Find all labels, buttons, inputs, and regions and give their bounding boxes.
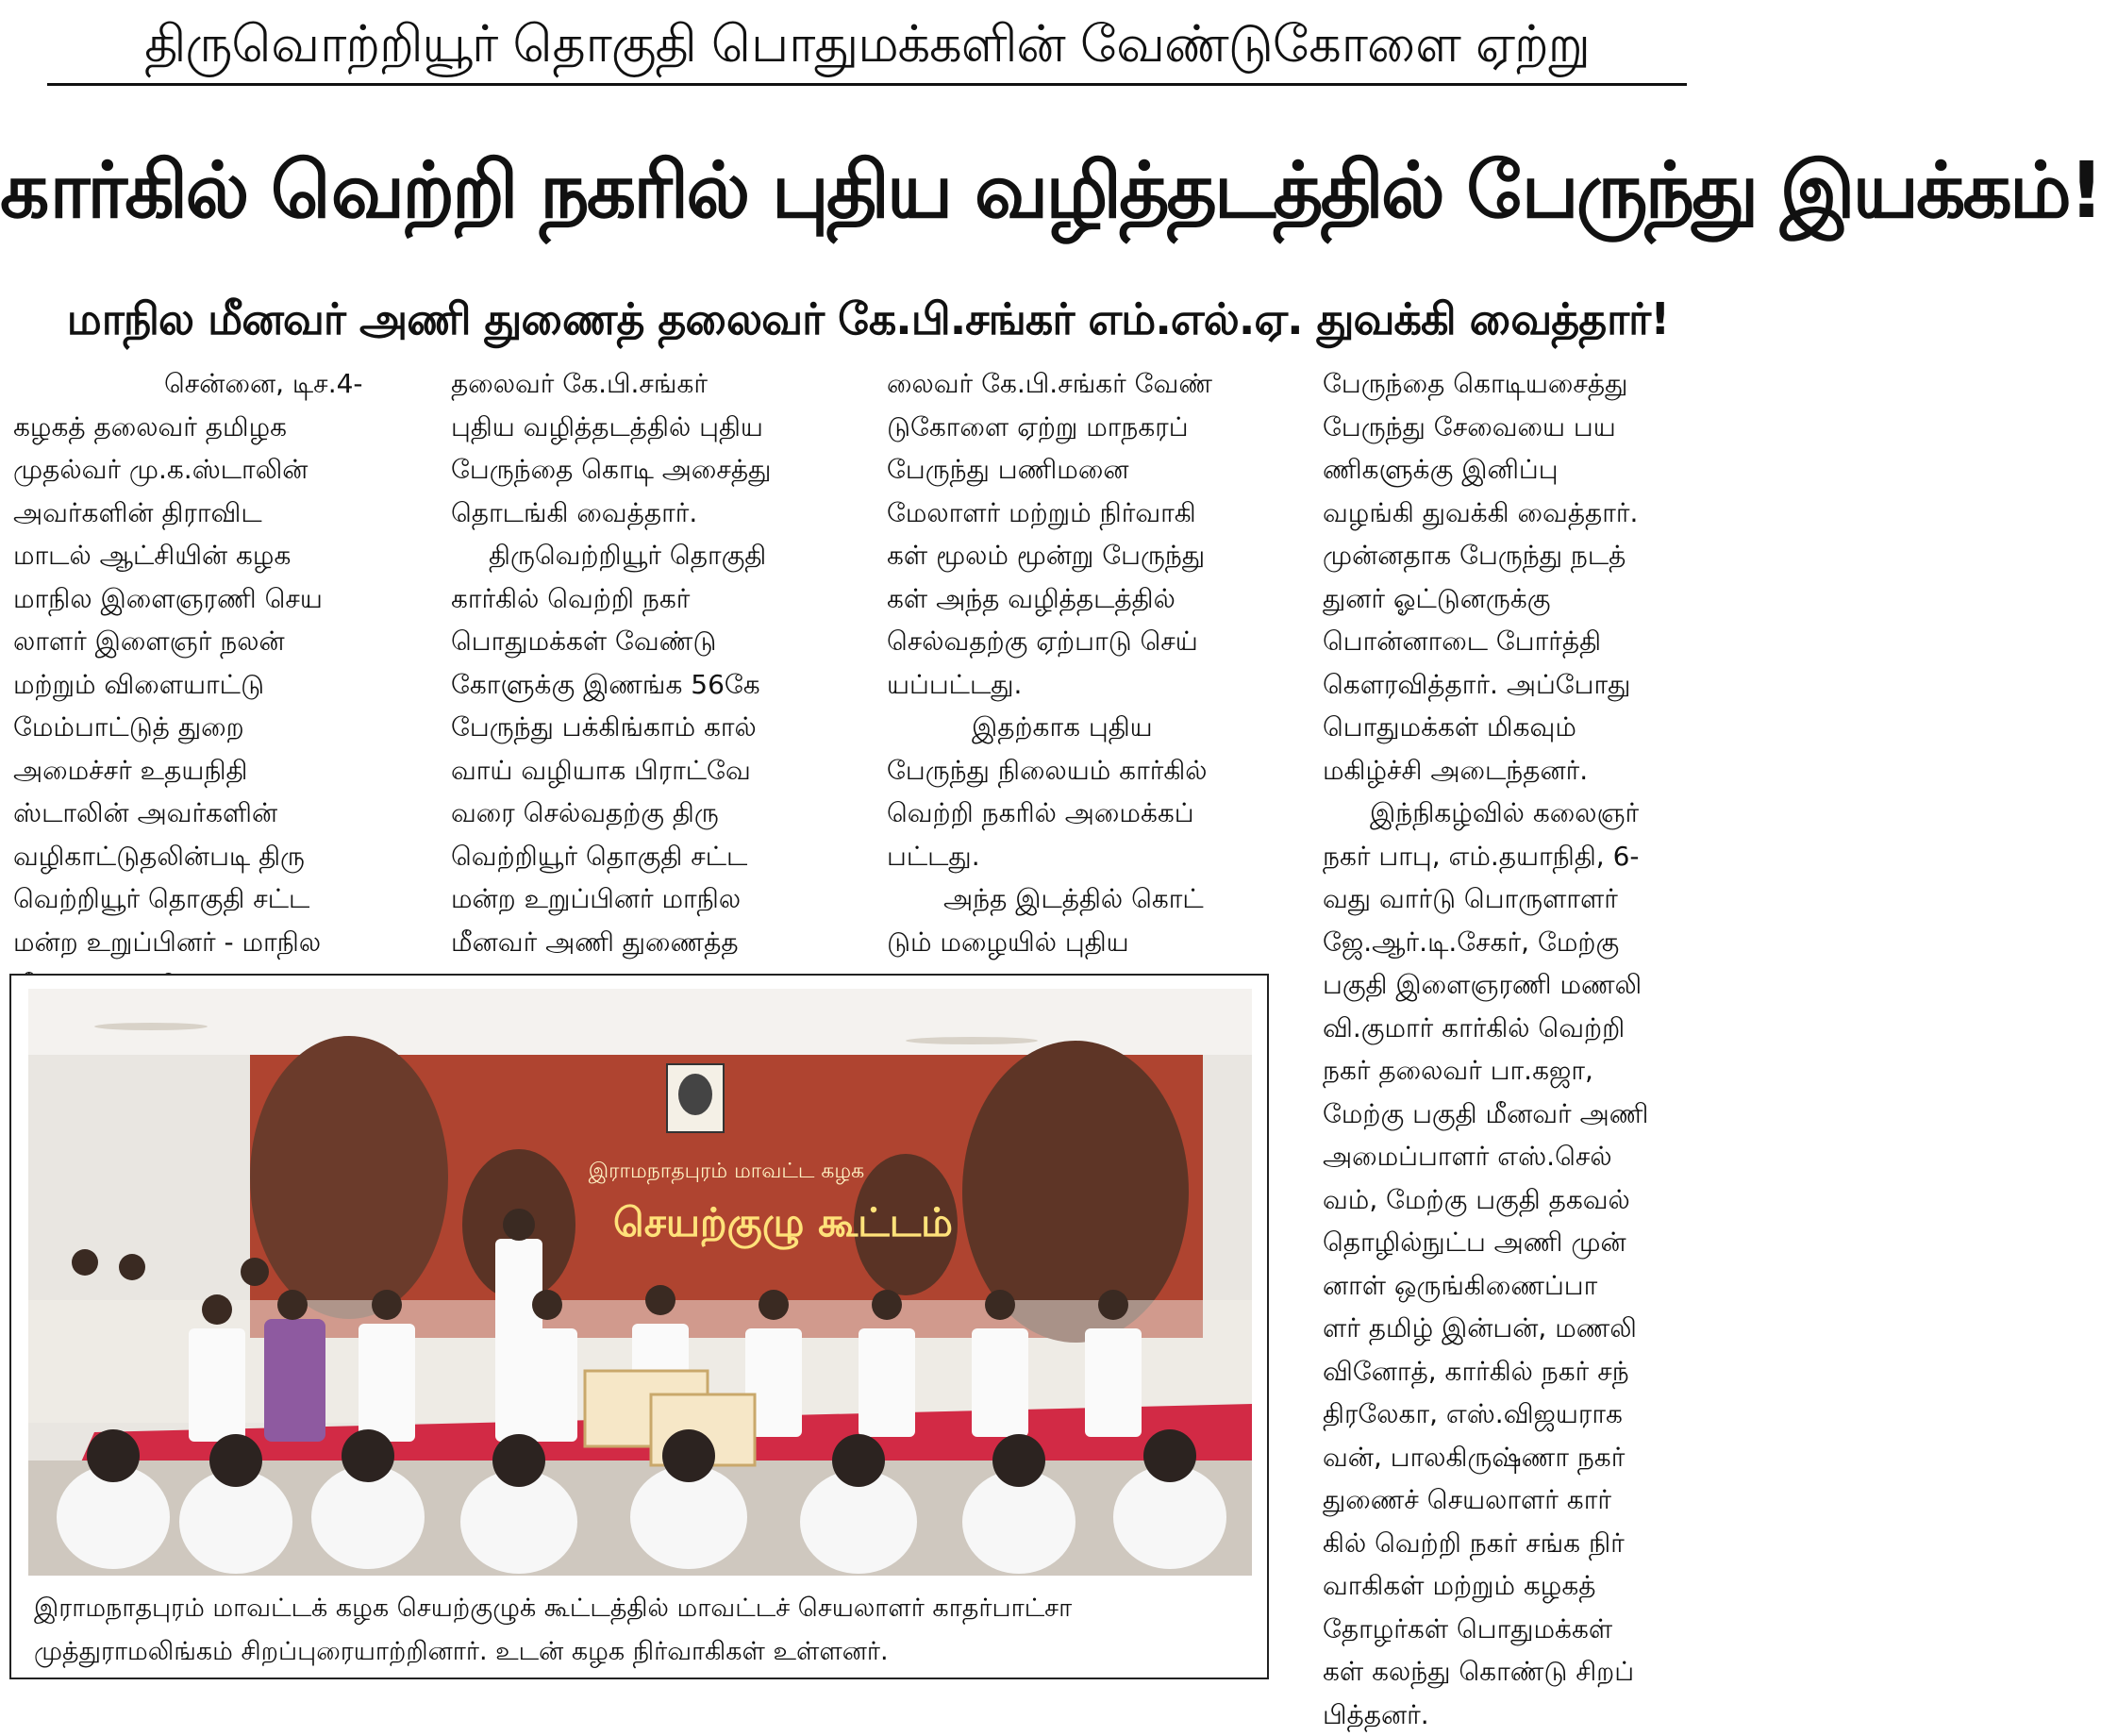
column-line: வம், மேற்கு பகுதி தகவல் xyxy=(1323,1178,1728,1222)
column-line: தொடங்கி வைத்தார். xyxy=(451,492,857,535)
column-line: நகர் தலைவர் பா.கஜா, xyxy=(1323,1049,1728,1093)
column-line: கௌரவித்தார். அப்போது xyxy=(1323,663,1728,707)
main-headline: கார்கில் வெற்றி நகரில் புதிய வழித்தடத்தில் பேருந்து இயக்கம்! xyxy=(0,121,1734,262)
column-line: நகர் பாபு, எம்.தயாநிதி, 6- xyxy=(1323,835,1728,878)
column-line: செல்வதற்கு ஏற்பாடு செய் xyxy=(887,620,1292,663)
column-line: பேருந்து பணிமனை xyxy=(887,448,1292,492)
column-line: ளர் தமிழ் இன்பன், மணலி xyxy=(1323,1307,1728,1350)
column-line: வினோத், கார்கில் நகர் சந் xyxy=(1323,1350,1728,1394)
column-line: துணைச் செயலாளர் கார் xyxy=(1323,1478,1728,1522)
column-line: மன்ற உறுப்பினர் - மாநில xyxy=(13,921,419,964)
column-line: தோழர்கள் பொதுமக்கள் xyxy=(1323,1608,1728,1651)
column-line: பித்தனர். xyxy=(1323,1694,1728,1736)
caption-line: முத்துராமலிங்கம் சிறப்புரையாற்றினார். உடன் கழக நிர்வாகிகள் உள்ளனர். xyxy=(34,1630,1256,1674)
column-line: சென்னை, டிச.4- xyxy=(13,362,419,406)
column-line: பேருந்து பக்கிங்காம் கால் xyxy=(451,706,857,749)
photo-frame xyxy=(9,974,1269,1679)
column-line: லைவர் கே.பி.சங்கர் வேண் xyxy=(887,362,1292,406)
article-column-3 xyxy=(887,362,1292,963)
article-column-4 xyxy=(1323,362,1728,1736)
column-line: திருவெற்றியூர் தொகுதி xyxy=(451,534,857,577)
kicker-underline xyxy=(47,83,1687,86)
column-line: மற்றும் விளையாட்டு xyxy=(13,663,419,707)
column-line: மாநில இளைஞரணி செய xyxy=(13,577,419,621)
column-line: மேம்பாட்டுத் துறை xyxy=(13,706,419,749)
column-line: திரலேகா, எஸ்.விஜயராக xyxy=(1323,1393,1728,1436)
column-line: டுகோளை ஏற்று மாநகரப் xyxy=(887,406,1292,449)
column-line: வழங்கி துவக்கி வைத்தார். xyxy=(1323,492,1728,535)
article-column-2 xyxy=(451,362,857,963)
event-photo-illustration xyxy=(28,989,1252,1576)
column-line: வி.குமார் கார்கில் வெற்றி xyxy=(1323,1007,1728,1050)
column-line: வெற்றியூர் தொகுதி சட்ட xyxy=(451,835,857,878)
column-line: முதல்வர் மு.க.ஸ்டாலின் xyxy=(13,448,419,492)
column-line: தலைவர் கே.பி.சங்கர் xyxy=(451,362,857,406)
column-line: வெற்றி நகரில் அமைக்கப் xyxy=(887,792,1292,835)
column-line: ணிகளுக்கு இனிப்பு xyxy=(1323,448,1728,492)
column-line: மன்ற உறுப்பினர் மாநில xyxy=(451,877,857,921)
column-line: பட்டது. xyxy=(887,835,1292,878)
column-line: மேலாளர் மற்றும் நிர்வாகி xyxy=(887,492,1292,535)
column-line: அவர்களின் திராவிட xyxy=(13,492,419,535)
column-line: கள் கலந்து கொண்டு சிறப் xyxy=(1323,1650,1728,1694)
column-line: அமைச்சர் உதயநிதி xyxy=(13,749,419,793)
column-line: புதிய வழித்தடத்தில் புதிய xyxy=(451,406,857,449)
column-line: பொதுமக்கள் வேண்டு xyxy=(451,620,857,663)
photo-caption xyxy=(34,1587,1256,1674)
column-line: பேருந்தை கொடி அசைத்து xyxy=(451,448,857,492)
column-line: வாகிகள் மற்றும் கழகத் xyxy=(1323,1564,1728,1608)
column-line: ஸ்டாலின் அவர்களின் xyxy=(13,792,419,835)
kicker-headline: திருவொற்றியூர் தொகுதி பொதுமக்களின் வேண்டுகோளை ஏற்று xyxy=(47,4,1687,85)
banner-line-2: செயற்குழு கூட்டம் xyxy=(613,1199,953,1250)
column-line: மாடல் ஆட்சியின் கழக xyxy=(13,534,419,577)
column-line: அமைப்பாளர் எஸ்.செல் xyxy=(1323,1135,1728,1178)
sub-headline: மாநில மீனவர் அணி துணைத் தலைவர் கே.பி.சங்கர் எம்.எல்.ஏ. துவக்கி வைத்தார்! xyxy=(19,285,1717,353)
column-line: னாள் ஒருங்கிணைப்பா xyxy=(1323,1264,1728,1308)
caption-line: இராமநாதபுரம் மாவட்டக் கழக செயற்குழுக் கூட்டத்தில் மாவட்டச் செயலாளர் காதர்பாட்சா xyxy=(34,1587,1256,1630)
column-line: பேருந்து நிலையம் கார்கில் xyxy=(887,749,1292,793)
column-line: இந்நிகழ்வில் கலைஞர் xyxy=(1323,792,1728,835)
column-line: பேருந்து சேவையை பய xyxy=(1323,406,1728,449)
column-line: கள் மூலம் மூன்று பேருந்து xyxy=(887,534,1292,577)
column-line: முன்னதாக பேருந்து நடத் xyxy=(1323,534,1728,577)
column-line: பேருந்தை கொடியசைத்து xyxy=(1323,362,1728,406)
column-line: பொன்னாடை போர்த்தி xyxy=(1323,620,1728,663)
banner-line-1: இராமநாதபுரம் மாவட்ட கழக xyxy=(589,1160,864,1184)
column-line: மேற்கு பகுதி மீனவர் அணி xyxy=(1323,1093,1728,1136)
column-line: ஜே.ஆர்.டி.சேகர், மேற்கு xyxy=(1323,921,1728,964)
column-line: கார்கில் வெற்றி நகர் xyxy=(451,577,857,621)
column-line: கில் வெற்றி நகர் சங்க நிர் xyxy=(1323,1522,1728,1565)
column-line: வது வார்டு பொருளாளர் xyxy=(1323,877,1728,921)
column-line: டும் மழையில் புதிய xyxy=(887,921,1292,964)
column-line: பகுதி இளைஞரணி மணலி xyxy=(1323,963,1728,1007)
column-line: லாளர் இளைஞர் நலன் xyxy=(13,620,419,663)
column-line: கோளுக்கு இணங்க 56கே xyxy=(451,663,857,707)
column-line: துனர் ஓட்டுனருக்கு xyxy=(1323,577,1728,621)
column-line: கள் அந்த வழித்தடத்தில் xyxy=(887,577,1292,621)
column-line: வழிகாட்டுதலின்படி திரு xyxy=(13,835,419,878)
column-line: வன், பாலகிருஷ்ணா நகர் xyxy=(1323,1436,1728,1479)
column-line: மீனவர் அணி துணைத்த xyxy=(451,921,857,964)
column-line: அந்த இடத்தில் கொட் xyxy=(887,877,1292,921)
column-line: மகிழ்ச்சி அடைந்தனர். xyxy=(1323,749,1728,793)
column-line: இதற்காக புதிய xyxy=(887,706,1292,749)
column-line: தொழில்நுட்ப அணி முன் xyxy=(1323,1221,1728,1264)
column-line: வரை செல்வதற்கு திரு xyxy=(451,792,857,835)
article-column-1 xyxy=(13,362,419,1007)
column-line: யப்பட்டது. xyxy=(887,663,1292,707)
event-photo xyxy=(28,989,1252,1576)
column-line: பொதுமக்கள் மிகவும் xyxy=(1323,706,1728,749)
column-line: வெற்றியூர் தொகுதி சட்ட xyxy=(13,877,419,921)
column-line: கழகத் தலைவர் தமிழக xyxy=(13,406,419,449)
column-line: வாய் வழியாக பிராட்வே xyxy=(451,749,857,793)
